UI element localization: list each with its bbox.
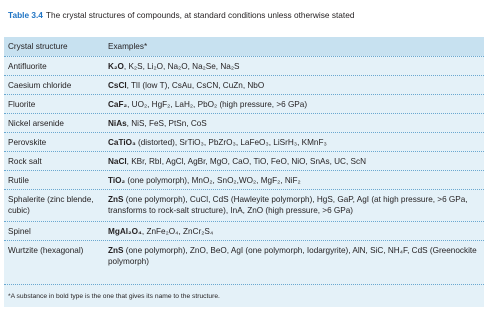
examples-cell: MgAl₂O₄, ZnFe₂O₄, ZnCr₂S₄ bbox=[108, 227, 214, 236]
examples-cell: CsCl, TlI (low T), CsAu, CsCN, CuZn, NbO bbox=[108, 81, 265, 90]
structure-cell: Caesium chloride bbox=[8, 81, 72, 90]
table-header bbox=[4, 37, 484, 56]
structure-cell: Sphalerite (zinc blende, cubic) bbox=[8, 195, 94, 215]
crystal-structures-table bbox=[4, 37, 484, 307]
table-row bbox=[4, 240, 484, 273]
examples-cell: K₂O, K₂S, Li₂O, Na₂O, Na₂Se, Na₂S bbox=[108, 62, 240, 71]
table-row bbox=[4, 132, 484, 152]
examples-cell: ZnS (one polymorph), CuCl, CdS (Hawleyite polymorph), HgS, GaP, AgI (at high pressure, >6 GPa, transforms to rock-salt structure), InA, ZnO (high pressure, >6 GPa) bbox=[108, 195, 468, 215]
header-examples: Examples* bbox=[108, 42, 148, 51]
structure-cell: Spinel bbox=[8, 227, 31, 236]
structure-cell: Rock salt bbox=[8, 157, 42, 166]
table-row bbox=[4, 170, 484, 190]
structure-cell: Nickel arsenide bbox=[8, 119, 64, 128]
table-row bbox=[4, 75, 484, 95]
examples-cell: NaCl, KBr, RbI, AgCl, AgBr, MgO, CaO, TiO, FeO, NiO, SnAs, UC, ScN bbox=[108, 157, 366, 166]
structure-cell: Antifluorite bbox=[8, 62, 47, 71]
table-row bbox=[4, 94, 484, 114]
table-row bbox=[4, 56, 484, 76]
examples-cell: CaF₂, UO₂, HgF₂, LaH₂, PbO₂ (high pressure, >6 GPa) bbox=[108, 100, 308, 109]
table-footnote bbox=[4, 284, 484, 308]
examples-cell: CaTiO₃ (distorted), SrTiO₃, PbZrO₃, LaFeO₃, LiSrH₃, KMnF₃ bbox=[108, 138, 327, 147]
header-crystal-structure: Crystal structure bbox=[8, 42, 68, 51]
footnote-text: *A substance in bold type is the one that gives its name to the structure. bbox=[8, 293, 220, 300]
structure-cell: Rutile bbox=[8, 176, 29, 185]
table-caption-text: The crystal structures of compounds, at standard conditions unless otherwise stated bbox=[45, 10, 355, 20]
table-row bbox=[4, 221, 484, 241]
table-row bbox=[4, 151, 484, 171]
table-row bbox=[4, 189, 484, 222]
examples-cell: TiO₂ (one polymorph), MnO₂, SnO₂,WO₂, MgF₂, NiF₂ bbox=[108, 176, 301, 185]
table-row bbox=[4, 113, 484, 133]
examples-cell: ZnS (one polymorph), ZnO, BeO, AgI (one polymorph, Iodargyrite), AlN, SiC, NH₄F, CdS (Greenockite polymorph) bbox=[108, 246, 477, 266]
table-caption bbox=[8, 10, 484, 21]
structure-cell: Fluorite bbox=[8, 100, 36, 109]
structure-cell: Wurtzite (hexagonal) bbox=[8, 246, 84, 255]
examples-cell: NiAs, NiS, FeS, PtSn, CoS bbox=[108, 119, 207, 128]
table-number: Table 3.4 bbox=[8, 10, 43, 20]
structure-cell: Perovskite bbox=[8, 138, 47, 147]
